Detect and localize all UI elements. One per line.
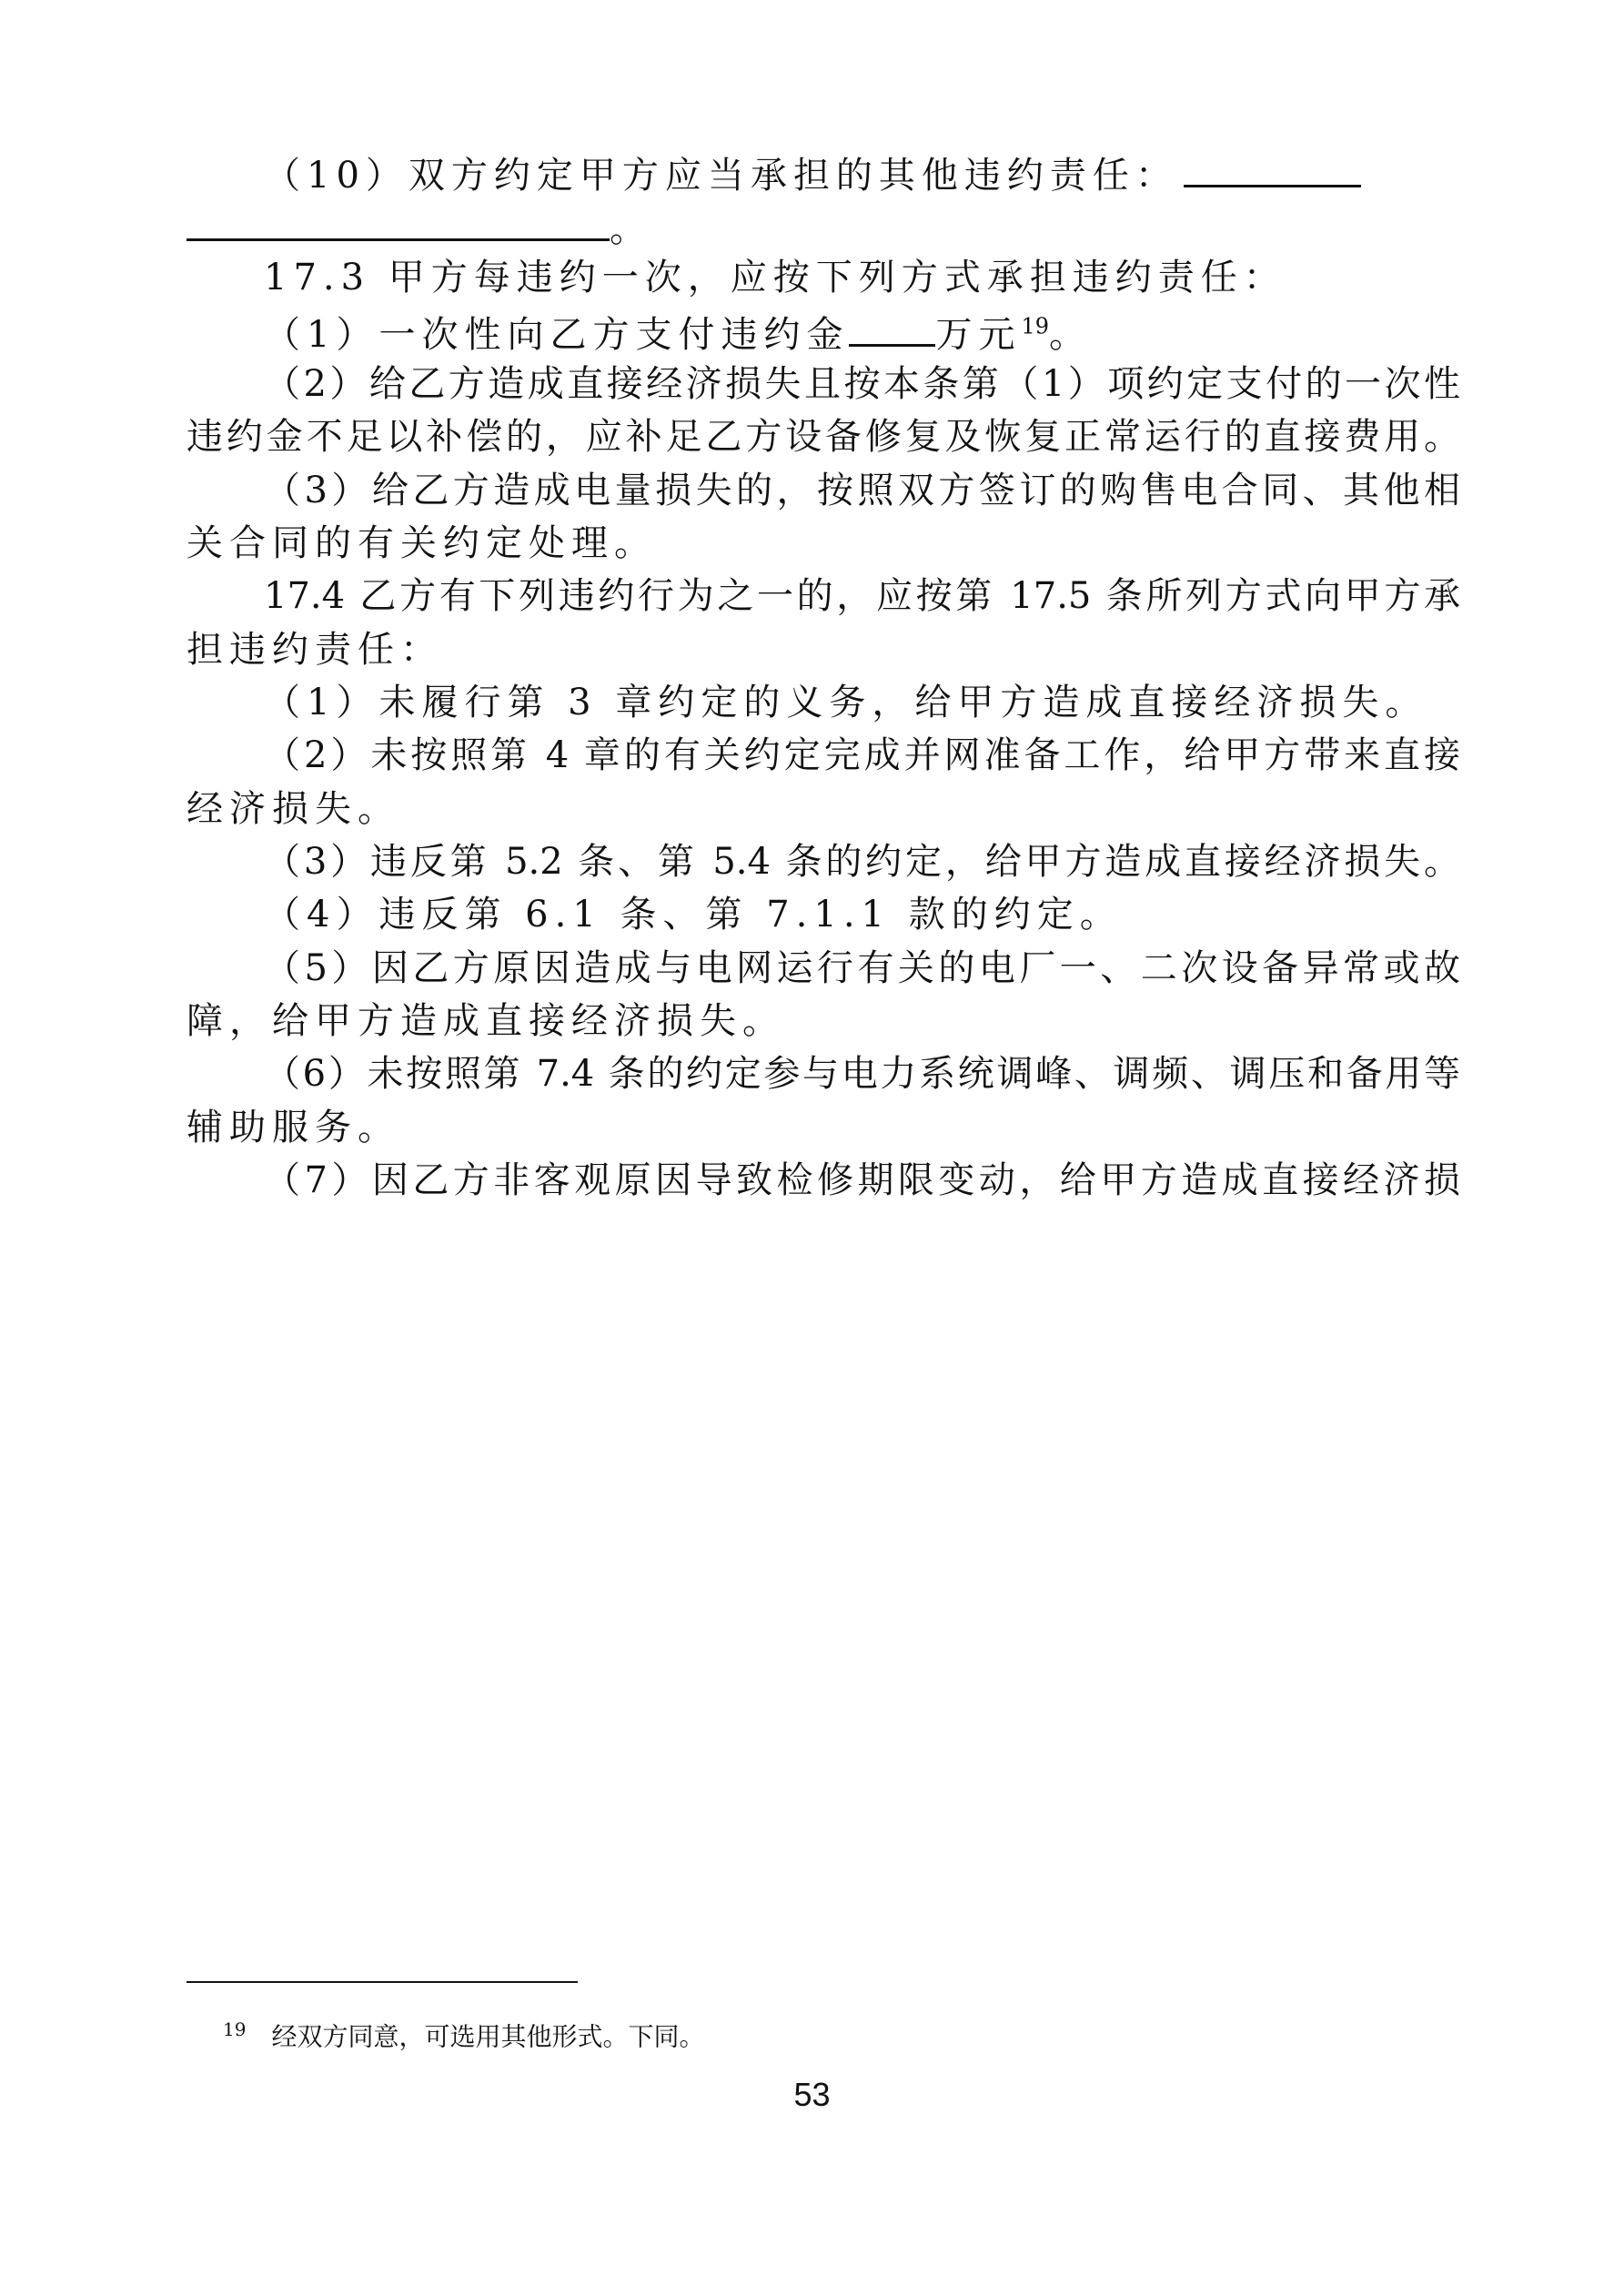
clause-17-4-item-6-line-1: （6）未按照第 7.4 条的约定参与电力系统调峰、调频、调压和备用等 <box>264 1053 1460 1095</box>
clause-17-4-item-6-line-2: 辅助服务。 <box>187 1107 400 1148</box>
clause-17-3-item-2-line-2: 违约金不足以补偿的，应补足乙方设备修复及恢复正常运行的直接费用。 <box>187 416 1460 458</box>
fill-in-blank <box>1184 148 1361 187</box>
clause-17-3-heading: 17.3 甲方每违约一次，应按下列方式承担违约责任： <box>264 257 1286 298</box>
clause-17-3-item-2-line-1: （2）给乙方造成直接经济损失且按本条第（1）项约定支付的一次性 <box>264 363 1460 405</box>
fill-in-blank <box>849 308 935 347</box>
clause-17-4-item-7-line-1: （7）因乙方非客观原因导致检修期限变动，给甲方造成直接经济损 <box>264 1159 1460 1201</box>
page-number: 53 <box>793 2076 831 2113</box>
clause-17-4-item-2-line-2: 经济损失。 <box>187 788 400 830</box>
clause-17-4-item-3: （3）违反第 5.2 条、第 5.4 条的约定，给甲方造成直接经济损失。 <box>264 841 1460 883</box>
footnote-text: 经双方同意，可选用其他形式。下同。 <box>271 2021 705 2052</box>
clause-17-4-item-1: （1）未履行第 3 章约定的义务，给甲方造成直接经济损失。 <box>264 682 1428 723</box>
clause-17-3-item-3-line-1: （3）给乙方造成电量损失的，按照双方签订的购售电合同、其他相 <box>264 470 1460 511</box>
footnote-number: 19 <box>223 2018 247 2040</box>
clause-17-4-heading-line-2: 担违约责任： <box>187 629 443 671</box>
clause-17-2-item-10-continuation: 。 <box>187 202 1460 253</box>
clause-17-3-item-1: （1）一次性向乙方支付违约金 万元$^{19}$。 <box>264 308 1460 359</box>
fill-in-blank <box>187 202 610 241</box>
clause-17-4-item-5-line-1: （5）因乙方原因造成与电网运行有关的电厂一、二次设备异常或故 <box>264 947 1460 989</box>
clause-17-4-item-4: （4）违反第 6.1 条、第 7.1.1 款的约定。 <box>264 894 1123 936</box>
footnote <box>223 2011 704 2055</box>
clause-17-4-item-5-line-2: 障，给甲方造成直接经济损失。 <box>187 1000 785 1042</box>
clause-17-4-heading-line-1: 17.4 乙方有下列违约行为之一的，应按第 17.5 条所列方式向甲方承 <box>264 575 1460 617</box>
footnote-reference: 19 <box>1021 313 1049 339</box>
clause-17-3-item-3-line-2: 关合同的有关约定处理。 <box>187 522 657 564</box>
clause-17-4-item-2-line-1: （2）未按照第 4 章的有关约定完成并网准备工作，给甲方带来直接 <box>264 734 1460 776</box>
footnote-separator <box>187 1981 578 1983</box>
clause-17-2-item-10: （10）双方约定甲方应当承担的其他违约责任： <box>264 148 1460 199</box>
